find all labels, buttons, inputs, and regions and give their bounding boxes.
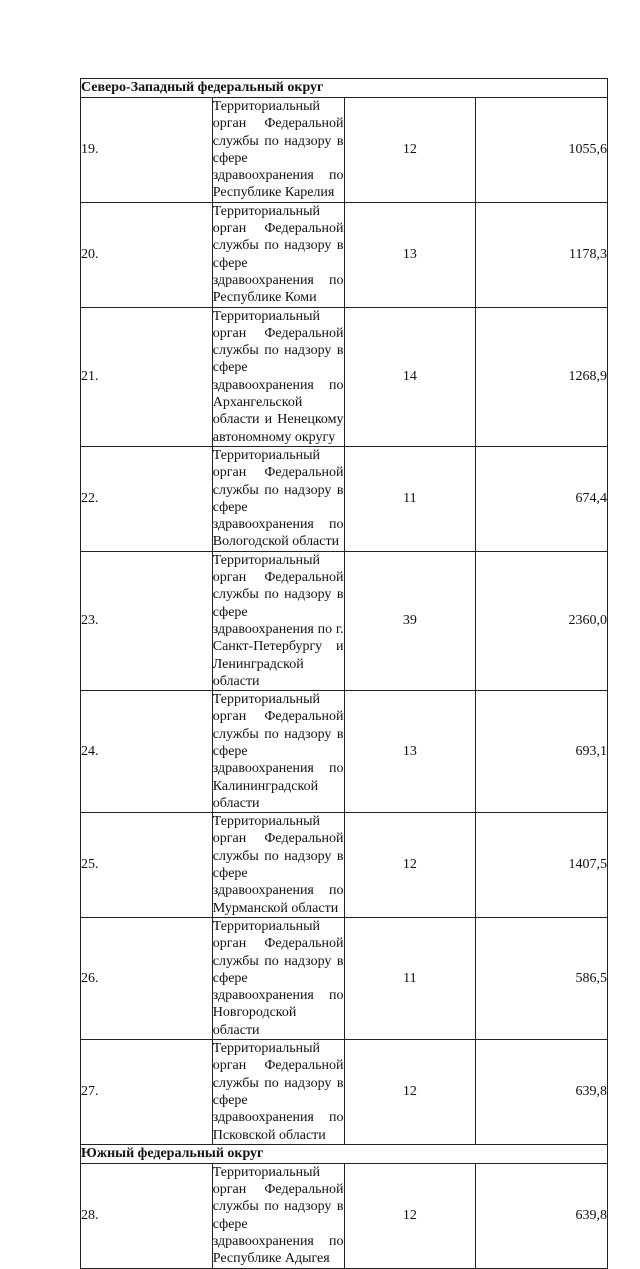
- amount-value: 2360,0: [476, 551, 608, 690]
- row-number: 23.: [81, 551, 213, 690]
- amount-value: 639,8: [476, 1163, 608, 1268]
- row-number: 22.: [81, 446, 213, 551]
- employee-count: 39: [344, 551, 476, 690]
- territorial-bodies-table: [80, 78, 608, 1269]
- amount-value: 1268,9: [476, 307, 608, 446]
- organization-name: Территориальный орган Федеральной службы по надзору в сфере здравоохранения по Псковской области: [212, 1041, 344, 1143]
- table-row: [81, 691, 608, 813]
- row-number: 28.: [81, 1163, 213, 1268]
- employee-count: 12: [344, 1040, 476, 1145]
- organization-name: Территориальный орган Федеральной службы по надзору в сфере здравоохранения по Мурманской области: [212, 814, 344, 916]
- amount-value: 693,1: [476, 691, 608, 813]
- row-number: 20.: [81, 202, 213, 307]
- amount-value: 1178,3: [476, 202, 608, 307]
- row-number: 26.: [81, 917, 213, 1039]
- employee-count: 14: [344, 307, 476, 446]
- table-row: [81, 307, 608, 446]
- organization-name: Территориальный орган Федеральной службы по надзору в сфере здравоохранения по г. Санкт-Петербургу и Ленинградской области: [212, 552, 344, 689]
- row-number: 25.: [81, 813, 213, 918]
- table-row: [81, 1040, 608, 1145]
- amount-value: 586,5: [476, 917, 608, 1039]
- row-number: 21.: [81, 307, 213, 446]
- section-title: Северо-Западный федеральный округ: [81, 79, 608, 98]
- employee-count: 12: [344, 813, 476, 918]
- row-number: 19.: [81, 98, 213, 203]
- employee-count: 12: [344, 1163, 476, 1268]
- table-row: [81, 551, 608, 690]
- organization-name: Территориальный орган Федеральной службы по надзору в сфере здравоохранения по Архангельской области и Ненецкому автономному округу: [212, 308, 344, 445]
- employee-count: 12: [344, 98, 476, 203]
- employee-count: 11: [344, 446, 476, 551]
- organization-name: Территориальный орган Федеральной службы по надзору в сфере здравоохранения по Республике Карелия: [212, 99, 344, 201]
- section-header-row: [81, 1144, 608, 1163]
- table-row: [81, 202, 608, 307]
- organization-name: Территориальный орган Федеральной службы по надзору в сфере здравоохранения по Республике Коми: [212, 203, 344, 306]
- table-row: [81, 98, 608, 203]
- section-title: Южный федеральный округ: [81, 1144, 608, 1163]
- row-number: 24.: [81, 691, 213, 813]
- employee-count: 11: [344, 917, 476, 1039]
- row-number: 27.: [81, 1040, 213, 1145]
- amount-value: 1055,6: [476, 98, 608, 203]
- table-row: [81, 446, 608, 551]
- table-body: [81, 79, 608, 1269]
- organization-name: Территориальный орган Федеральной службы по надзору в сфере здравоохранения по Калининградской области: [212, 692, 344, 811]
- table-row: [81, 813, 608, 918]
- organization-name: Территориальный орган Федеральной службы по надзору в сфере здравоохранения по Новгородской области: [212, 918, 344, 1038]
- amount-value: 639,8: [476, 1040, 608, 1145]
- amount-value: 1407,5: [476, 813, 608, 918]
- section-header-row: [81, 79, 608, 98]
- employee-count: 13: [344, 691, 476, 813]
- amount-value: 674,4: [476, 446, 608, 551]
- organization-name: Территориальный орган Федеральной службы по надзору в сфере здравоохранения по Вологодской области: [212, 447, 344, 550]
- organization-name: Территориальный орган Федеральной службы по надзору в сфере здравоохранения по Республике Адыгея: [212, 1164, 344, 1267]
- employee-count: 13: [344, 202, 476, 307]
- table-row: [81, 917, 608, 1039]
- table-row: [81, 1163, 608, 1268]
